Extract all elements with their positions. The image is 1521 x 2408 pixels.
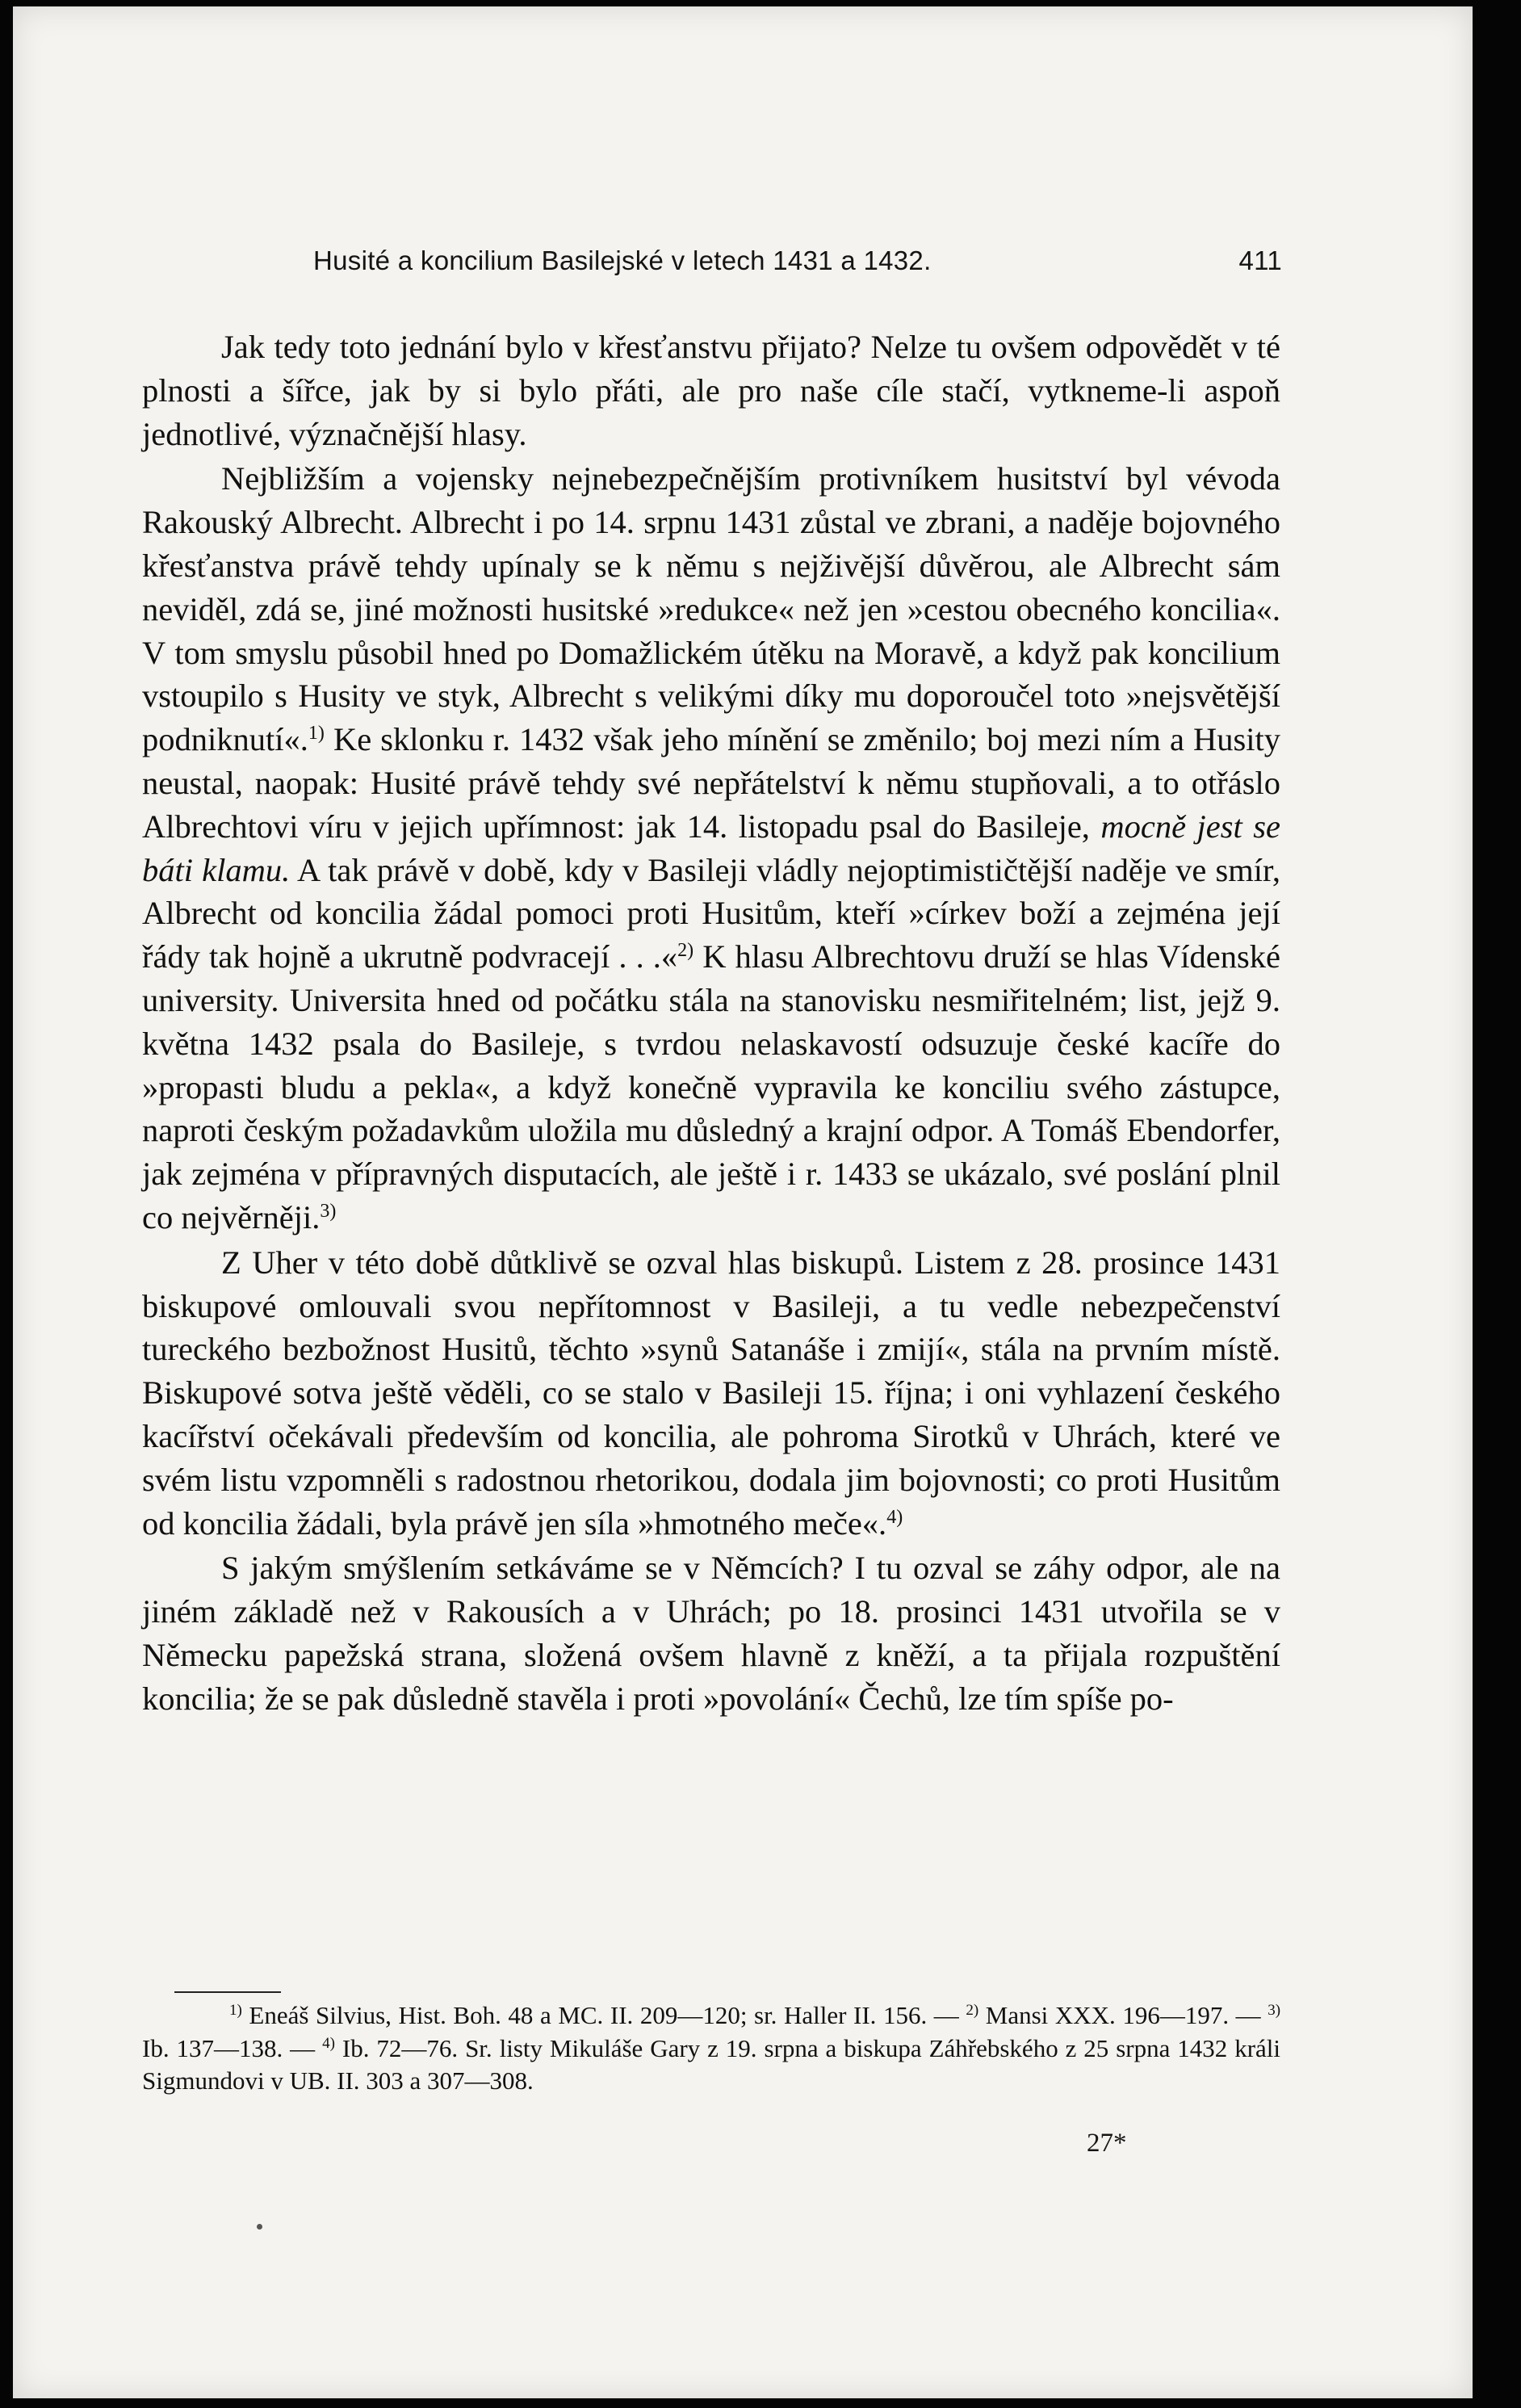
footnote-4: Ib. 72—76. Sr. listy Mikuláše Gary z 19. srpna a biskupa Záhřebského z 25 srpna 1432 králi Sigmundovi v UB. II. 303 a 307—308. xyxy=(142,2033,1281,2095)
paragraph-2-text-a: Nejbližším a vojensky nejnebezpečnějším protivníkem husitství byl vévoda Rakouský Albrecht. Albrecht i po 14. srpnu 1431 zůstal ve zbrani, a naděje bojovného křesťanstva právě tehdy upínaly se k němu s nejživější důvěrou, ale Albrecht sám neviděl, zdá se, jiné možnosti husitské »redukce« než jen »cestou obecného koncilia«. V tom smyslu působil hned po Domažlickém útěku na Moravě, a když pak koncilium vstoupilo s Husity ve styk, Albrecht s velikými díky mu doporoučel toto »nejsvětější podniknutí«. xyxy=(142,460,1280,758)
page-number: 411 xyxy=(1238,245,1282,275)
footnote-rule xyxy=(174,1991,281,1993)
signature-mark: 27* xyxy=(1087,2129,1127,2158)
paragraph-4: S jakým smýšlením setkáváme se v Němcích? I tu ozval se záhy odpor, ale na jiném základě než v Rakousích a v Uhrách; po 18. prosinci 1431 utvořila se v Německu papežská strana, složená ovšem hlavně z kněží, a ta přijala rozpuštění koncilia; že se pak důsledně stavěla i proti »povolání« Čechů, lze tím spíše po- xyxy=(142,1550,1280,1717)
paragraph-2-text-b: Ke sklonku r. 1432 však jeho mínění se změnilo; boj mezi ním a Husity neustal, naopak: Husité právě tehdy své nepřátelství k němu stupňovali, a to otřáslo Albrechtovi víru v jejich upřímnost: jak 14. listopadu psal do Basileje, xyxy=(142,721,1280,845)
book-page xyxy=(13,6,1473,2398)
paragraph-2: Nejbližším a vojensky nejnebezpečnějším protivníkem husitství byl vévoda Rakouský Albrecht. Albrecht i po 14. srpnu 1431 zůstal ve zbrani, a naděje bojovného křesťanstva právě tehdy upínaly se k němu s nejživější důvěrou, ale Albrecht sám neviděl, zdá se, jiné možnosti husitské »redukce« než jen »cestou obecného koncilia«. V tom smyslu působil hned po Domažlickém útěku na Moravě, a když pak koncilium vstoupilo s Husity ve styk, Albrecht s velikými díky mu doporoučel toto »nejsvětější podniknutí«.$^{1)}$ Ke sklonku r. 1432 však jeho mínění se změnilo; boj mezi ním a Husity neustal, naopak: Husité právě tehdy své nepřátelství k němu stupňovali, a to otřáslo Albrechtovi víru v jejich upřímnost: jak 14. listopadu psal do Basileje, mocně jest se báti klamu. A tak právě v době, kdy v Basileji vládly nejoptimističtější naděje ve smír, Albrecht od koncilia žádal pomoci proti Husitům, kteří »církev boží a zejména její řády tak hojně a ukrutně podvracejí . . .«$^{2)}$ K hlasu Albrechtovu druží se hlas Vídenské university. Universita hned od počátku stála na stanovisku nesmiřitelném; list, jejž 9. května 1432 psala do Basileje, s tvrdou nelaskavostí odsuzuje české kacíře do »propasti bludu a pekla«, a když konečně vypravila ke konciliu svého zástupce, naproti českým požadavkům uložila mu důsledný a krajní odpor. A Tomáš Ebendorfer, jak zejména v přípravných disputacích, ale ještě i r. 1433 se ukázalo, své poslání plnil co nejvěrněji.$^{3)}$ xyxy=(142,460,1280,1235)
footnote-3: Ib. 137—138. — xyxy=(142,2033,316,2062)
running-title: Husité a koncilium Basilejské v letech 1431 a 1432. xyxy=(313,245,932,275)
footnote-ref-4: 4 xyxy=(886,1506,897,1528)
footnote-mark-3: 3 xyxy=(1268,2002,1276,2019)
main-text xyxy=(142,325,1280,1721)
paragraph-1: Jak tedy toto jednání bylo v křesťanstvu přijato? Nelze tu ovšem odpovědět v té plnosti a šířce, jak by si bylo přáti, ale pro naše cíle stačí, vytkneme-li aspoň jednotlivé, význačnější hlasy. xyxy=(142,329,1280,452)
footnote-ref-3: 3 xyxy=(320,1200,330,1222)
footnote-ref-1: 1 xyxy=(308,723,318,745)
footnote-mark-1: 1 xyxy=(229,2002,237,2019)
footnotes xyxy=(142,1999,1280,2098)
paragraph-2-text-c: A tak právě v době, kdy v Basileji vládly nejoptimističtější naděje ve smír, Albrecht od koncilia žádal pomoci proti Husitům, kteří »církev boží a zejména její řády tak hojně a ukrutně podvracejí . . .« xyxy=(142,851,1280,975)
footnote-mark-4: 4 xyxy=(322,2034,330,2052)
footnote-block: $^{1)}$ Eneáš Silvius, Hist. Boh. 48 a MC. II. 209—120; sr. Haller II. 156. — $^{2)}$ Mansi XXX. 196—197. — $^{3)}$ Ib. 137—138. — $^{4)}$ Ib. 72—76. Sr. listy Mikuláše Gary z 19. srpna a biskupa Záhřebského z 25 srpna 1432 králi Sigmundovi v UB. II. 303 a 307—308. xyxy=(142,2001,1281,2095)
paragraph-3: Z Uher v této době důtklivě se ozval hlas biskupů. Listem z 28. prosince 1431 biskupové omlouvali svou nepřítomnost v Basileji, a tu vedle nebezpečenství tureckého bezbožnost Husitů, těchto »synů Satanáše i zmijí«, stála na prvním místě. Biskupové sotva ještě věděli, co se stalo v Basileji 15. října; i oni vyhlazení českého kacířství očekávali především od koncilia, ale pohroma Sirotků v Uhrách, které ve svém listu vzpomněli s radostnou rhetorikou, dodala jim bojovnosti; co proti Husitům od koncilia žádali, byla právě jen síla »hmotného meče«.$^{4)}$ xyxy=(142,1244,1280,1542)
print-speck xyxy=(257,2224,262,2230)
footnote-2: Mansi XXX. 196—197. — xyxy=(985,2001,1261,2029)
footnote-mark-2: 2 xyxy=(966,2002,974,2019)
footnote-1: Eneáš Silvius, Hist. Boh. 48 a MC. II. 209—120; sr. Haller II. 156. — xyxy=(249,2001,959,2029)
paragraph-3-text: Z Uher v této době důtklivě se ozval hlas biskupů. Listem z 28. prosince 1431 biskupové omlouvali svou nepřítomnost v Basileji, a tu vedle nebezpečenství tureckého bezbožnost Husitů, těchto »synů Satanáše i zmijí«, stála na prvním místě. Biskupové sotva ještě věděli, co se stalo v Basileji 15. října; i oni vyhlazení českého kacířství očekávali především od koncilia, ale pohroma Sirotků v Uhrách, které ve svém listu vzpomněli s radostnou rhetorikou, dodala jim bojovnosti; co proti Husitům od koncilia žádali, byla právě jen síla »hmotného meče«. xyxy=(142,1244,1280,1542)
footnote-ref-2: 2 xyxy=(677,940,688,962)
paragraph-2-text-d: K hlasu Albrechtovu druží se hlas Vídenské university. Universita hned od počátku stála na stanovisku nesmiřitelném; list, jejž 9. května 1432 psala do Basileje, s tvrdou nelaskavostí odsuzuje české kacíře do »propasti bludu a pekla«, a když konečně vypravila ke konciliu svého zástupce, naproti českým požadavkům uložila mu důsledný a krajní odpor. A Tomáš Ebendorfer, jak zejména v přípravných disputacích, ale ještě i r. 1433 se ukázalo, své poslání plnil co nejvěrněji. xyxy=(142,938,1280,1235)
italic-quote: mocně jest se báti klamu. xyxy=(142,808,1280,888)
